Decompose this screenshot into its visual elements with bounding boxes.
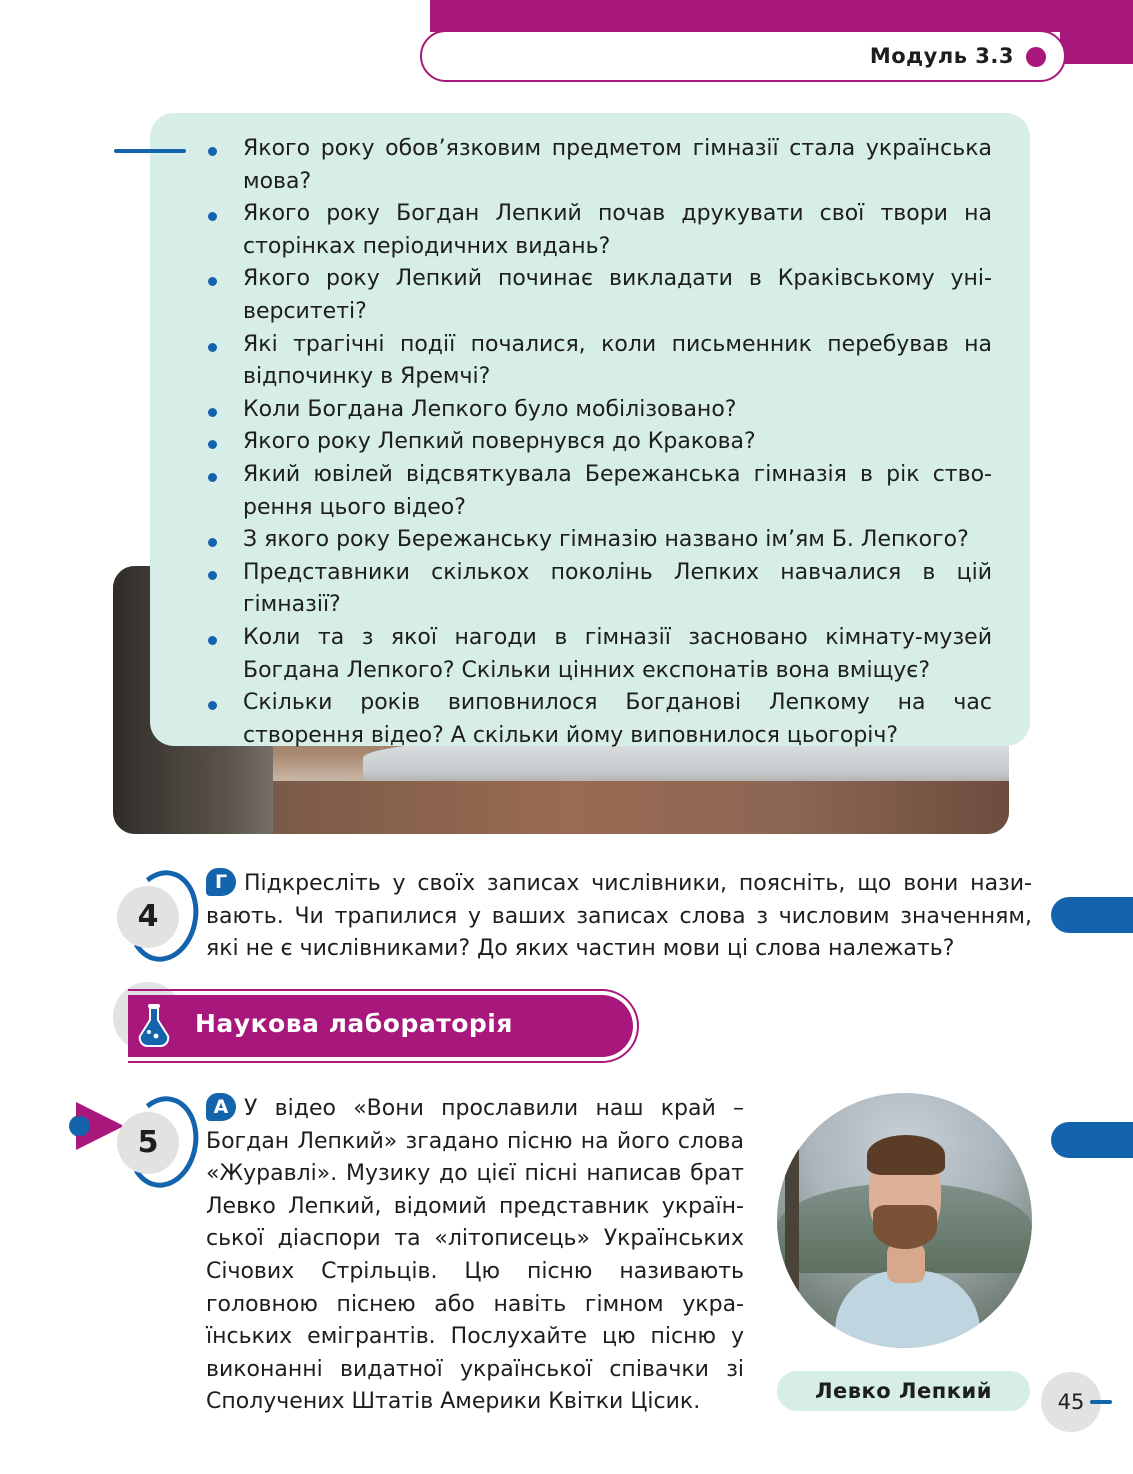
photo-rocks [273,781,1009,834]
portrait-beard [873,1205,937,1249]
question-item: Коли Богдана Лепкого було мобілізовано? [208,394,992,427]
portrait-tree [785,1133,799,1333]
task5-number: 5 [117,1112,179,1174]
questions-marker [114,149,186,153]
side-tab-upper [1051,897,1133,933]
page-number-dash [1090,1400,1112,1404]
task4-letter-badge: Г [206,868,236,896]
task4-text [206,868,1032,966]
question-item: Якого року Богдан Лепкий почав друкувати свої твори на сторінках періодичних видань? [208,198,992,263]
portrait-hair [867,1135,945,1175]
task4-number: 4 [117,886,179,948]
module-label: Модуль 3.3 [869,44,1014,68]
question-item: З якого року Бережанську гімназію названо ім’ям Б. Лепкого? [208,524,992,557]
question-item: Якого року обов’язковим предметом гімназії стала українська мова? [208,133,992,198]
question-item: Який ювілей відсвяткувала Бережанська гімназія в рік створення цього відео? [208,459,992,524]
module-dot-icon [1026,47,1046,67]
task5-body: У відео «Вони прославили наш край – Богдан Лепкий» згадано пісню на його слова «Журавлі». Музику до цієї пісні написав брат Левко Лепкий, відомий представник української діаспори та «літописець» Українських Січових Стрільців. Цю пісню називають головною піснею або навіть гімном українських емігрантів. Послухайте цю пісню у виконанні видатної української співачки зі Сполучених Штатів Америки Квітки Цісик. [206,1096,744,1415]
header-band-corner [1060,32,1133,64]
flask-icon [136,1002,172,1048]
question-item: Якого року Лепкий починає викладати в Краківському університеті? [208,263,992,328]
page-number: 45 [1041,1372,1101,1432]
task5-text [206,1093,744,1419]
question-item: Скільки років виповнилося Богданові Лепкому на час створення відео? А скільки йому виповнилося цьогоріч? [208,687,992,752]
portrait-neck [887,1243,925,1283]
lab-title: Наукова лабораторія [195,1009,513,1038]
task4-body: Підкресліть у своїх записах числівники, поясніть, що вони називають. Чи трапилися у ваших записах слова з числовим значенням, які не є числівниками? До яких частин мови ці слова належать? [206,871,1032,962]
header-band [430,0,1133,32]
portrait-caption: Левко Лепкий [777,1371,1030,1411]
question-item: Які трагічні події почалися, коли письменник перебував на відпочинку в Яремчі? [208,329,992,394]
module-badge [420,30,1066,82]
questions-list [208,133,992,752]
task5-letter-badge: А [206,1093,236,1121]
portrait-photo [777,1093,1032,1348]
side-tab-lower [1051,1122,1133,1158]
question-item: Коли та з якої нагоди в гімназії засновано кімнату-музей Богдана Лепкого? Скільки цінних експонатів вона вміщує? [208,622,992,687]
question-item: Представники скількох поколінь Лепких навчалися в цій гімназії? [208,557,992,622]
question-item: Якого року Лепкий повернувся до Кракова? [208,426,992,459]
